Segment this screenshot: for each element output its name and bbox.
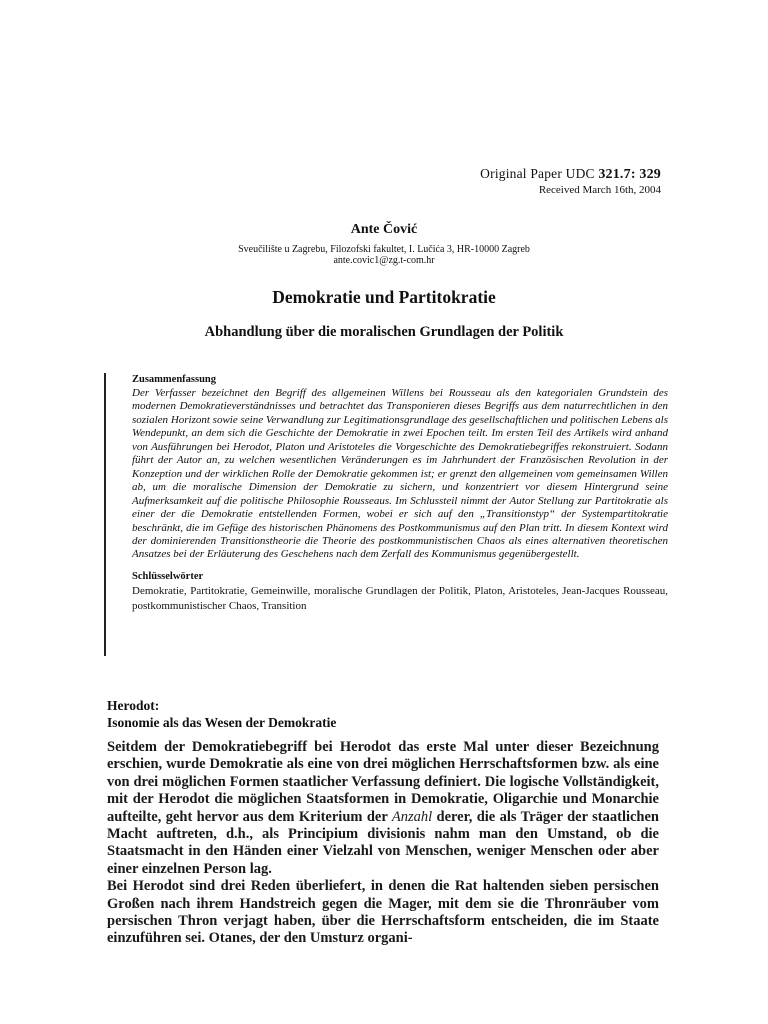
abstract-text: Der Verfasser bezeichnet den Begriff des allgemeinen Willens bei Rousseau als den kategorialen Grundstein des modernen Demokratieverständnisses und betrachtet das Transponieren dieses Begriffs aus dem naturrechtlichen in den sozialen Horizont sowie seine Verwandlung zur Legitimationsgrundlage des gesellschaftlichen und politischen Lebens als Wendepunkt, an dem sich die Geschichte der Demokratie in zwei Epochen teilt. Im ersten Teil des Artikels wird anhand von Ausführungen bei Herodot, Platon und Aristoteles die Vorgeschichte des Demokratiebegriffes rekonstruiert. Sodann führt der Autor an, zu welchen wesentlichen Veränderungen es im Jahrhundert der Französischen Revolution in der Konzeption und der wirklichen Rolle der Demokratie gekommen ist; er grenzt den allgemeinen vom gemeinsamen Willen ab, um die moralische Dimension der Demokratie zu sichern, und konzentriert vor diesem Hintergrund seine Aufmerksamkeit auf die politische Philosophie Rousseaus. Im Schlussteil nimmt der Autor Stellung zur Partitokratie als einer der die Demokratie entstellenden Formen, wobei er sich auf den „Transitionstyp“ der Systempartitokratie beschränkt, die im Gefüge des historischen Phänomens des Postkommunismus auf den Plan tritt. In diesem Kontext wird der dominierenden Transitionstheorie die Theorie des postkommunistischen Chaos als eines alternativen theoretischen Ansatzes bei der Erläuterung des Geschehens nach dem Zerfall des Kommunismus gegenübergestellt.	[132, 387, 668, 561]
body-paragraph-1	[107, 739, 659, 878]
author-email: ante.covic1@zg.t-com.hr	[333, 255, 435, 266]
received-date: Received March 16th, 2004	[538, 184, 661, 196]
author-name: Ante Čović	[350, 222, 418, 237]
p1-text-start: Seitdem der Demokratiebegriff bei Herodot das erste Mal unter dieser Bezeichnung erschien, wurde Demokratie als eine von drei möglichen Herrschaftsformen bzw. als eine von drei möglichen Formen staatlicher Verfassung definiert. Die logische Vollständigkeit, mit der Herodot die möglichen Staatsformen in Demokratie, Oligarchie und Monarchie aufteilte, geht hervor aus dem Kriterium der	[107, 739, 659, 825]
body-paragraph-2: Bei Herodot sind drei Reden überliefert, in denen die Rat haltenden sieben persischen Großen nach ihrem Handstreich gegen die Mager, mit dem sie die Thronräuber vom persischen Thron verjagt haben, über die Herrschaftsform entscheiden, die im Staate einzuführen sei. Otanes, der den Umsturz organi-	[107, 878, 659, 947]
abstract-box	[104, 373, 666, 656]
author-affiliation: Sveučilište u Zagrebu, Filozofski fakultet, I. Lučića 3, HR-10000 Zagreb	[238, 244, 530, 255]
p1-italic-term: Anzahl	[391, 808, 433, 825]
udc-number: 321.7: 329	[598, 167, 661, 182]
section-heading-line1: Herodot:	[107, 698, 160, 713]
paper-subtitle: Abhandlung über die moralischen Grundlagen der Politik	[204, 324, 564, 340]
body-text	[107, 739, 659, 948]
p1-text-end: derer, die als Träger der staatlichen Macht auftreten, d.h., als Principium divisionis nahm man den Umstand, ob die Staatsmacht in den Händen einer Vielzahl von Menschen, weniger Menschen oder aber einer einzelnen Person lag.	[107, 808, 659, 877]
author-block	[0, 222, 768, 266]
section-heading-line2: Isonomie als das Wesen der Demokratie	[107, 715, 337, 730]
section-heading	[107, 697, 336, 731]
keywords-heading: Schlüsselwörter	[132, 570, 204, 582]
paper-title: Demokratie und Partitokratie	[272, 287, 496, 307]
udc-prefix: Original Paper UDC	[480, 166, 599, 181]
abstract-heading: Zusammenfassung	[132, 374, 217, 385]
abstract-content	[132, 373, 668, 614]
keywords-text: Demokratie, Partitokratie, Gemeinwille, moralische Grundlagen der Politik, Platon, Aristoteles, Jean-Jacques Rousseau, postkommunistischer Chaos, Transition	[132, 584, 668, 612]
paper-header	[480, 166, 661, 196]
udc-line	[480, 166, 661, 183]
